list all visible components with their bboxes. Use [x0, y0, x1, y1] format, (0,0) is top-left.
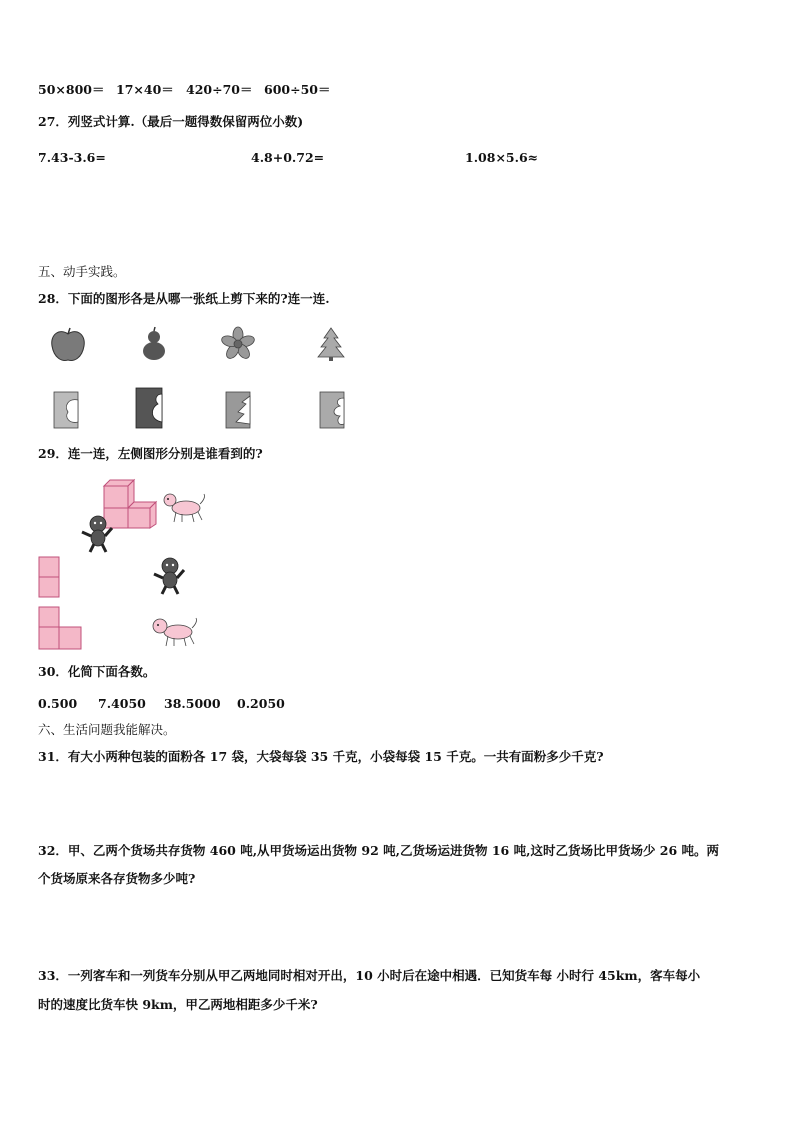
- flower-shape-icon: [220, 326, 256, 362]
- q32-line-2: 个货场原来各存货物多少吨?: [38, 871, 196, 886]
- calc-3: 420÷70＝: [186, 82, 253, 97]
- monkey-icon: [80, 514, 116, 554]
- q29-title: 29．连一连，左侧图形分别是谁看到的?: [38, 446, 263, 461]
- q31-text: 31．有大小两种包装的面粉各 17 袋，大袋每袋 35 千克，小袋每袋 15 千克。一共有面粉多少千克?: [38, 749, 604, 764]
- q30-number-3: 38.5000: [164, 696, 221, 711]
- apple-shape-icon: [48, 326, 88, 364]
- folded-paper-apple-icon: [52, 390, 80, 430]
- section-6-heading: 六、生活问题我能解决。: [38, 722, 176, 737]
- view-two-stacked-squares: [38, 556, 62, 600]
- calc-4: 600÷50＝: [264, 82, 331, 97]
- q33-line-2: 时的速度比货车快 9km，甲乙两地相距多少千米?: [38, 997, 318, 1012]
- monkey-icon: [152, 556, 188, 596]
- q30-title: 30．化简下面各数。: [38, 664, 156, 679]
- q30-number-1: 0.500: [38, 696, 78, 711]
- tree-shape-icon: [316, 326, 346, 362]
- dog-icon: [160, 490, 208, 526]
- section-5-heading: 五、动手实践。: [38, 264, 126, 279]
- q27-item-1: 7.43-3.6=: [38, 150, 106, 165]
- calc-2: 17×40＝: [116, 82, 174, 97]
- folded-paper-tree-icon: [224, 390, 252, 430]
- q32-line-1: 32．甲、乙两个货场共存货物 460 吨,从甲货场运出货物 92 吨,乙货场运进货物 16 吨,这时乙货场比甲货场少 26 吨。两: [38, 843, 720, 858]
- q30-number-4: 0.2050: [237, 696, 285, 711]
- view-l-shape: [38, 606, 84, 652]
- dog-icon: [150, 614, 202, 650]
- folded-paper-flower-icon: [318, 390, 346, 430]
- q27-title: 27．列竖式计算.（最后一题得数保留两位小数): [38, 114, 304, 129]
- q27-item-3: 1.08×5.6≈: [465, 150, 539, 165]
- calc-1: 50×800＝: [38, 82, 105, 97]
- q33-line-1: 33．一列客车和一列货车分别从甲乙两地同时相对开出，10 小时后在途中相遇．已知货车每 小时行 45km，客车每小: [38, 968, 701, 983]
- q27-item-2: 4.8+0.72=: [251, 150, 325, 165]
- q30-number-2: 7.4050: [98, 696, 146, 711]
- q28-title: 28．下面的图形各是从哪一张纸上剪下来的?连一连.: [38, 291, 330, 306]
- gourd-shape-icon: [138, 326, 170, 364]
- folded-paper-gourd-icon: [134, 386, 164, 430]
